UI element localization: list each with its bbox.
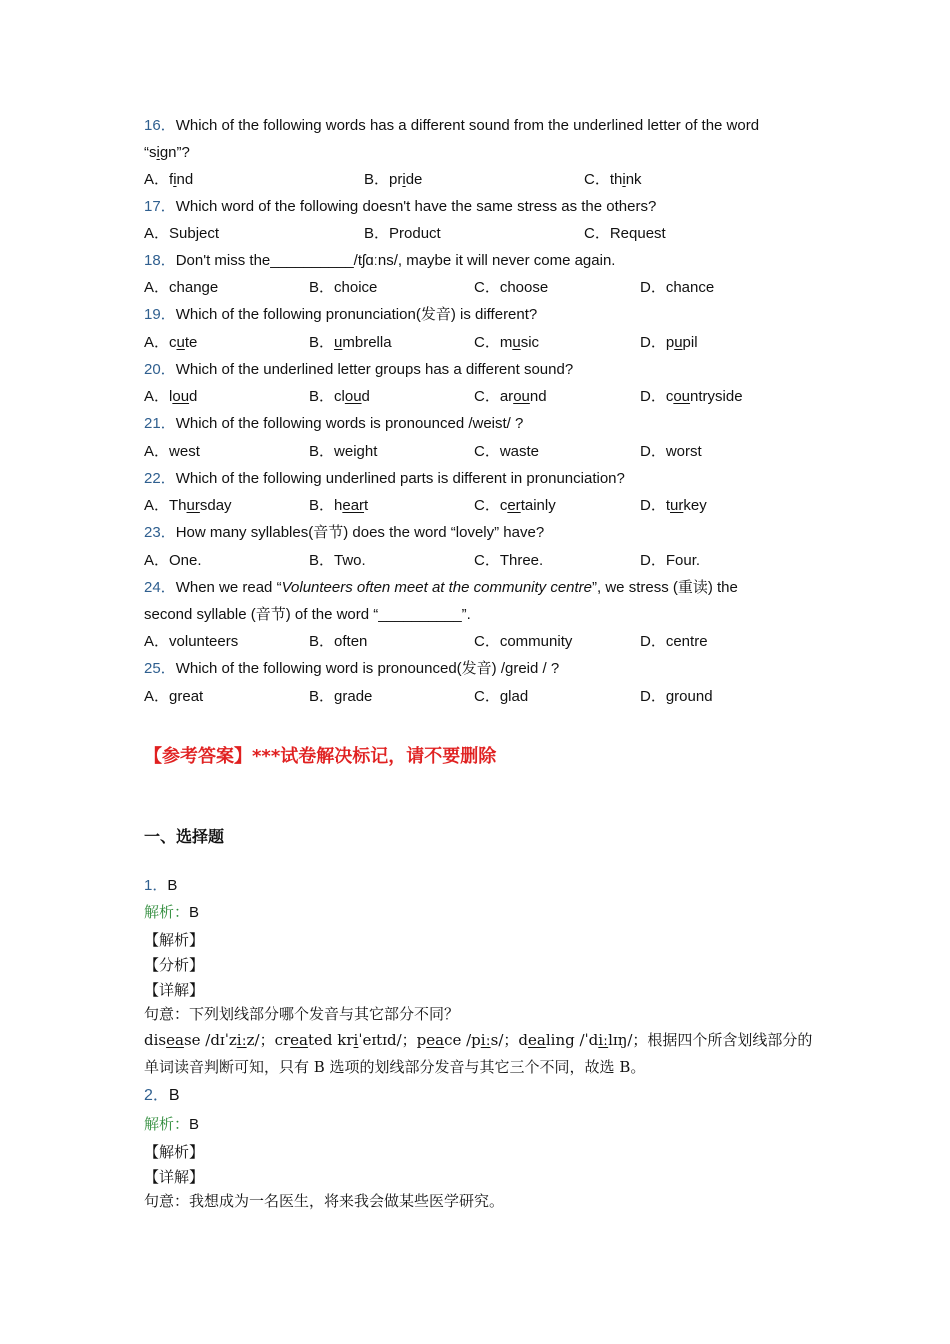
option-text: One.: [169, 552, 202, 569]
option-a: [144, 551, 202, 571]
option-text: glad: [499, 688, 529, 705]
text-fragment: d: [518, 1031, 529, 1049]
question-text: Which of the following underlined parts is different in pronunciation?: [175, 470, 625, 487]
underlined-letter: u: [176, 334, 185, 351]
option-text: cl: [334, 388, 345, 405]
option-text: choice: [334, 279, 378, 296]
question-23: [144, 523, 544, 543]
underlined-letter: ea: [426, 1031, 445, 1049]
option-text: te: [184, 334, 198, 351]
question-19: [144, 305, 537, 325]
option-text: tainly: [520, 497, 556, 514]
text-fragment: dis: [144, 1031, 167, 1049]
option-letter: A．: [144, 633, 170, 650]
option-letter: B．: [364, 225, 390, 242]
option-letter: D．: [640, 497, 666, 514]
underlined-letter: u: [512, 334, 521, 351]
option-text: often: [334, 633, 368, 650]
option-text: great: [169, 688, 204, 705]
option-b: [364, 224, 441, 244]
option-letter: A．: [144, 171, 170, 188]
option-letter: D．: [640, 633, 666, 650]
option-text: sic: [520, 334, 540, 351]
option-letter: D．: [640, 334, 666, 351]
option-letter: C．: [584, 171, 610, 188]
option-b: [309, 278, 377, 298]
option-c: [474, 687, 528, 707]
text-fragment: “s: [144, 144, 157, 161]
option-text: t: [665, 497, 671, 514]
option-text: ntryside: [690, 388, 743, 405]
option-c: [474, 278, 548, 298]
option-d: [640, 632, 708, 652]
option-a: [144, 496, 232, 516]
option-b: [309, 387, 370, 407]
option-text: h: [334, 497, 343, 514]
option-text: ground: [665, 688, 713, 705]
option-text: c: [499, 497, 508, 514]
question-number: 23．: [144, 524, 176, 541]
option-b: [309, 687, 372, 707]
question-25: [144, 659, 559, 679]
option-letter: B．: [309, 552, 335, 569]
text-fragment: cr: [274, 1031, 291, 1049]
option-text: d: [189, 388, 198, 405]
underlined-letter: ea: [290, 1031, 308, 1049]
question-number: 18．: [144, 252, 176, 269]
option-d: [640, 442, 702, 462]
question-text: Which of the following word is pronounced(发音) /greid / ?: [175, 660, 560, 677]
option-text: worst: [665, 443, 702, 460]
option-text: pr: [389, 171, 403, 188]
text-fragment: ce /p: [444, 1031, 481, 1049]
option-letter: A．: [144, 688, 170, 705]
option-letter: C．: [474, 497, 500, 514]
question-20: [144, 360, 573, 380]
underlined-letter: i: [402, 171, 406, 188]
answer-value: B: [168, 1087, 180, 1104]
option-letter: A．: [144, 497, 170, 514]
option-b: [309, 442, 377, 462]
question-text: Which of the following words is pronounced /weist/ ?: [175, 415, 524, 432]
text-fragment: ˈeɪtɪd/；: [358, 1031, 417, 1049]
underlined-letter: ea: [528, 1031, 546, 1049]
text-fragment: gn”?: [159, 144, 190, 161]
underlined-letter: u: [674, 334, 683, 351]
option-b: [309, 496, 368, 516]
option-letter: C．: [474, 388, 500, 405]
option-letter: B．: [309, 334, 335, 351]
option-letter: C．: [474, 688, 500, 705]
text-fragment: se /dɪˈz: [183, 1031, 237, 1049]
option-letter: B．: [364, 171, 390, 188]
tag-jiexi: 【解析】: [144, 931, 205, 949]
option-b: [309, 632, 367, 652]
question-number: 25．: [144, 660, 176, 677]
question-number: 21．: [144, 415, 176, 432]
question-number: 24．: [144, 579, 176, 596]
underlined-letter: i: [353, 1031, 359, 1049]
option-letter: A．: [144, 388, 170, 405]
option-c: [474, 496, 556, 516]
question-text: second syllable (音节) of the word “__________”.: [144, 606, 471, 623]
option-text: key: [683, 497, 707, 514]
option-text: weight: [334, 443, 378, 460]
text-fragment: p: [416, 1031, 427, 1049]
tag-jiexi: 【解析】: [144, 1143, 205, 1161]
option-c: [474, 551, 543, 571]
option-d: [640, 496, 707, 516]
option-text: grade: [334, 688, 373, 705]
explanation-line: 句意：我想成为一名医生，将来我会做某些医学研究。: [144, 1192, 505, 1210]
option-text: de: [405, 171, 423, 188]
option-a: [144, 278, 218, 298]
option-c: [584, 170, 642, 190]
option-a: [144, 632, 238, 652]
explanation-line: 句意：下列划线部分哪个发音与其它部分不同？: [144, 1005, 460, 1023]
option-text: nd: [529, 388, 547, 405]
text-fragment: s/；: [490, 1031, 519, 1049]
question-number: 19．: [144, 306, 176, 323]
option-a: [144, 224, 219, 244]
option-text: Four.: [665, 552, 701, 569]
option-letter: C．: [474, 633, 500, 650]
underlined-letter: iː: [236, 1031, 247, 1049]
option-a: [144, 687, 203, 707]
jiexi-value: B: [189, 904, 200, 921]
question-text: ”, we stress (重读) the: [592, 579, 738, 596]
option-letter: D．: [640, 552, 666, 569]
option-text: Request: [609, 225, 666, 242]
option-letter: D．: [640, 388, 666, 405]
option-letter: C．: [474, 443, 500, 460]
underlined-letter: ou: [344, 388, 362, 405]
question-18: [144, 251, 615, 271]
question-text: Which of the following words has a different sound from the underlined letter of the word: [175, 117, 760, 134]
section-title: 一、选择题: [144, 827, 225, 846]
text-fragment: ted kr: [308, 1031, 354, 1049]
answer-value: B: [167, 877, 178, 894]
option-b: [364, 170, 422, 190]
option-text: Three.: [499, 552, 544, 569]
question-text: Which of the underlined letter groups has a different sound?: [175, 361, 574, 378]
option-d: [640, 687, 713, 707]
answer-2: [144, 1086, 180, 1106]
option-text: centre: [665, 633, 708, 650]
tag-xiangjie: 【详解】: [144, 1168, 205, 1186]
underlined-letter: iː: [480, 1031, 491, 1049]
option-d: [640, 333, 698, 353]
answer-header: 【参考答案】***试卷解决标记，请不要删除: [144, 746, 497, 767]
option-letter: B．: [309, 688, 335, 705]
option-text: change: [169, 279, 219, 296]
option-c: [474, 387, 547, 407]
option-c: [584, 224, 666, 244]
answer-number: 2．: [144, 1087, 169, 1104]
option-text: community: [499, 633, 573, 650]
option-text: waste: [499, 443, 540, 460]
option-letter: A．: [144, 225, 170, 242]
option-text: Th: [169, 497, 187, 514]
option-text: t: [364, 497, 369, 514]
question-text: Which word of the following doesn't have the same stress as the others?: [175, 198, 657, 215]
jiexi-value: B: [189, 1116, 200, 1133]
jiexi-label: 解析：: [144, 1116, 190, 1133]
option-letter: B．: [309, 497, 335, 514]
option-letter: B．: [309, 443, 335, 460]
text-fragment: ling /ˈd: [545, 1031, 599, 1049]
option-text: nd: [176, 171, 194, 188]
option-a: [144, 333, 197, 353]
question-quote: Volunteers often meet at the community centre: [281, 579, 593, 596]
answer-number: 1．: [144, 877, 168, 894]
option-text: choose: [499, 279, 549, 296]
question-17: [144, 197, 656, 217]
underlined-letter: iː: [598, 1031, 609, 1049]
answer-2-jiexi: [144, 1115, 199, 1135]
option-letter: B．: [309, 279, 335, 296]
option-text: mbrella: [342, 334, 392, 351]
question-number: 20．: [144, 361, 176, 378]
question-16-line2: [144, 143, 190, 163]
option-text: nk: [625, 171, 642, 188]
question-22: [144, 469, 625, 489]
option-letter: C．: [474, 279, 500, 296]
explanation-detail: [144, 1030, 812, 1050]
text-fragment: lɪŋ/；根据四个所含划线部分的: [608, 1031, 813, 1049]
option-letter: C．: [584, 225, 610, 242]
underlined-letter: ear: [342, 497, 365, 514]
underlined-letter: ur: [186, 497, 200, 514]
option-text: sday: [199, 497, 232, 514]
option-d: [640, 387, 743, 407]
question-number: 17．: [144, 198, 176, 215]
option-text: Two.: [334, 552, 366, 569]
option-text: ar: [499, 388, 514, 405]
option-text: chance: [665, 279, 715, 296]
underlined-letter: u: [334, 334, 343, 351]
option-d: [640, 278, 714, 298]
question-16: [144, 116, 759, 136]
text-fragment: z/；: [246, 1031, 275, 1049]
tag-fenxi: 【分析】: [144, 956, 205, 974]
option-d: [640, 551, 700, 571]
question-21: [144, 414, 523, 434]
option-letter: A．: [144, 334, 170, 351]
underlined-letter: i: [622, 171, 626, 188]
option-letter: D．: [640, 279, 666, 296]
underlined-letter: er: [507, 497, 521, 514]
option-letter: D．: [640, 443, 666, 460]
option-b: [309, 551, 366, 571]
underlined-letter: i: [173, 171, 177, 188]
option-a: [144, 387, 197, 407]
option-letter: A．: [144, 279, 170, 296]
underlined-letter: ou: [673, 388, 691, 405]
underlined-letter: i: [156, 144, 160, 161]
tag-xiangjie: 【详解】: [144, 981, 205, 999]
option-letter: A．: [144, 552, 170, 569]
option-text: d: [361, 388, 370, 405]
option-text: l: [169, 388, 173, 405]
question-24-line2: [144, 605, 471, 625]
jiexi-label: 解析：: [144, 904, 190, 921]
option-text: c: [169, 334, 177, 351]
option-text: m: [499, 334, 513, 351]
option-text: th: [609, 171, 623, 188]
option-text: Subject: [169, 225, 220, 242]
question-text: How many syllables(音节) does the word “lovely” have?: [175, 524, 545, 541]
option-text: volunteers: [169, 633, 239, 650]
underlined-letter: ea: [166, 1031, 184, 1049]
option-text: p: [665, 334, 675, 351]
option-text: c: [665, 388, 674, 405]
option-letter: B．: [309, 633, 335, 650]
option-text: Product: [389, 225, 441, 242]
question-24: [144, 578, 738, 598]
option-letter: B．: [309, 388, 335, 405]
underlined-letter: ur: [670, 497, 684, 514]
option-c: [474, 333, 539, 353]
option-letter: C．: [474, 334, 500, 351]
question-number: 16．: [144, 117, 176, 134]
option-letter: D．: [640, 688, 666, 705]
option-c: [474, 442, 539, 462]
question-text: When we read “: [175, 579, 282, 596]
option-text: west: [169, 443, 200, 460]
question-text: Don't miss the__________/tʃɑːns/, maybe it will never come again.: [175, 252, 616, 269]
option-c: [474, 632, 572, 652]
question-text: Which of the following pronunciation(发音) is different?: [175, 306, 538, 323]
option-letter: C．: [474, 552, 500, 569]
answer-1: [144, 876, 177, 896]
option-a: [144, 170, 193, 190]
option-text: pil: [682, 334, 698, 351]
option-letter: A．: [144, 443, 170, 460]
underlined-letter: ou: [172, 388, 190, 405]
answer-1-jiexi: [144, 903, 199, 923]
underlined-letter: ou: [513, 388, 530, 405]
option-text: f: [169, 171, 174, 188]
option-b: [309, 333, 392, 353]
question-number: 22．: [144, 470, 176, 487]
option-a: [144, 442, 200, 462]
explanation-conclusion: 单词读音判断可知，只有 B 选项的划线部分发音与其它三个不同，故选 B。: [144, 1058, 646, 1076]
